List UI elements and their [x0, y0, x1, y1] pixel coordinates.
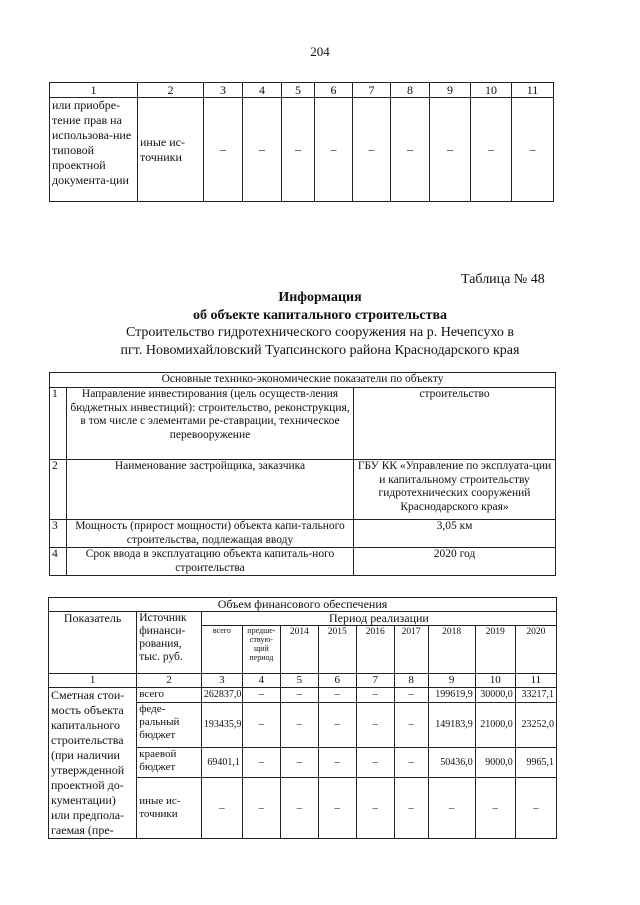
value-cell: –: [201, 778, 242, 839]
value-cell: –: [242, 778, 280, 839]
value-cell: –: [280, 688, 318, 703]
dash-cell: –: [512, 98, 554, 202]
indicator-cell: или приобре-тение прав на использова-ние типовой проектной документа-ции: [50, 98, 138, 202]
value-cell: –: [318, 688, 356, 703]
table-row: [50, 460, 556, 520]
indicator-description: Сметная стои-мость объекта капитального строительства (при наличии утвержденной проектной до-кументации) или предполa-гаемая (пре-: [49, 688, 137, 839]
value-cell: –: [356, 747, 394, 777]
table-number: Таблица № 48: [461, 272, 545, 287]
value-cell: –: [280, 778, 318, 839]
value-cell: –: [475, 778, 515, 839]
col-number: 8: [391, 83, 430, 98]
year-header: 2014: [280, 626, 318, 674]
col-number: 5: [282, 83, 315, 98]
col-number: 2: [137, 674, 202, 688]
source-cell: всего: [137, 688, 202, 703]
value-cell: –: [242, 703, 280, 748]
dash-cell: –: [391, 98, 430, 202]
value-cell: –: [515, 778, 556, 839]
value-cell: –: [394, 747, 428, 777]
indicators-header: Основные технико-экономические показатели по объекту: [50, 373, 556, 388]
value-cell: 23252,0: [515, 703, 556, 748]
value-cell: –: [428, 778, 475, 839]
indicators-table: [49, 372, 556, 576]
col-number: 11: [515, 674, 556, 688]
value-cell: –: [394, 778, 428, 839]
indicator-header: Показатель: [49, 612, 137, 674]
finance-table: [48, 597, 557, 839]
row-number: 1: [50, 388, 67, 460]
col-number: 1: [50, 83, 138, 98]
document-subtitle: об объекте капитального строительства: [192, 308, 448, 323]
value-cell: –: [280, 747, 318, 777]
year-header: 2017: [394, 626, 428, 674]
col-number: 8: [394, 674, 428, 688]
value-cell: 9000,0: [475, 747, 515, 777]
value-cell: 50436,0: [428, 747, 475, 777]
source-cell: иные ис-точники: [137, 778, 202, 839]
col-number: 10: [475, 674, 515, 688]
col-number: 7: [356, 674, 394, 688]
top-continuation-table: [49, 82, 554, 202]
dash-cell: –: [315, 98, 353, 202]
value-cell: –: [242, 688, 280, 703]
value-cell: 149183,9: [428, 703, 475, 748]
year-header: 2015: [318, 626, 356, 674]
col-number: 9: [430, 83, 471, 98]
indicator-value: 2020 год: [354, 548, 556, 576]
col-number: 11: [512, 83, 554, 98]
value-cell: 33217,1: [515, 688, 556, 703]
indicator-value: строительство: [354, 388, 556, 460]
value-cell: 199619,9: [428, 688, 475, 703]
value-cell: 193435,9: [201, 703, 242, 748]
col-number: 10: [471, 83, 512, 98]
finance-volume-header: Объем финансового обеспечения: [49, 598, 557, 612]
source-cell: иные ис-точники: [138, 98, 204, 202]
value-cell: 21000,0: [475, 703, 515, 748]
dash-cell: –: [243, 98, 282, 202]
col-number: 1: [49, 674, 137, 688]
col-number: 6: [318, 674, 356, 688]
value-cell: –: [318, 703, 356, 748]
value-cell: –: [356, 778, 394, 839]
year-header: 2019: [475, 626, 515, 674]
column-number-row: [49, 674, 557, 688]
total-subheader: всего: [201, 626, 242, 674]
value-cell: 262837,0: [201, 688, 242, 703]
page-number: 204: [310, 44, 330, 59]
source-cell: феде-ральный бюджет: [137, 703, 202, 748]
col-number: 9: [428, 674, 475, 688]
col-number: 3: [201, 674, 242, 688]
value-cell: 69401,1: [201, 747, 242, 777]
indicator-value: 3,05 км: [354, 520, 556, 548]
indicator-name: Наименование застройщика, заказчика: [67, 460, 354, 520]
year-header: 2020: [515, 626, 556, 674]
value-cell: –: [356, 688, 394, 703]
table-row: [50, 98, 554, 202]
indicators-header-row: [50, 373, 556, 388]
indicator-name: Направление инвестирования (цель осуществ-ления бюджетных инвестиций): строительство, реконструкция, в том числе с элементами ре-ставрации, техническое перевооружение: [67, 388, 354, 460]
finance-header-row: [49, 598, 557, 612]
row-number: 3: [50, 520, 67, 548]
source-cell: краевой бюджет: [137, 747, 202, 777]
column-number-row: [50, 83, 554, 98]
dash-cell: –: [204, 98, 243, 202]
col-number: 4: [242, 674, 280, 688]
value-cell: –: [280, 703, 318, 748]
row-number: 2: [50, 460, 67, 520]
col-number: 2: [138, 83, 204, 98]
col-number: 7: [353, 83, 391, 98]
source-header: Источник финанси-рования, тыс. руб.: [137, 612, 202, 674]
col-number: 6: [315, 83, 353, 98]
value-cell: 9965,1: [515, 747, 556, 777]
indicator-value: ГБУ КК «Управление по эксплуата-ции и капитальному строительству гидротехнических сооружений Краснодарского края»: [354, 460, 556, 520]
value-cell: –: [356, 703, 394, 748]
table-row: [50, 520, 556, 548]
table-row: [49, 688, 557, 703]
dash-cell: –: [430, 98, 471, 202]
table-row: [50, 548, 556, 576]
dash-cell: –: [282, 98, 315, 202]
document-title: Информация: [278, 290, 362, 305]
value-cell: –: [394, 688, 428, 703]
col-number: 5: [280, 674, 318, 688]
indicator-name: Мощность (прирост мощности) объекта капи-тального строительства, подлежащая вводу: [67, 520, 354, 548]
value-cell: –: [318, 778, 356, 839]
period-header: Период реализации: [201, 612, 556, 626]
finance-subheader-row: [49, 612, 557, 626]
indicator-name: Срок ввода в эксплуатацию объекта капиталь-ного строительства: [67, 548, 354, 576]
row-number: 4: [50, 548, 67, 576]
value-cell: –: [318, 747, 356, 777]
col-number: 3: [204, 83, 243, 98]
object-name-line1: Строительство гидротехнического сооружения на р. Нечепсухо в: [125, 325, 515, 340]
col-number: 4: [243, 83, 282, 98]
value-cell: 30000,0: [475, 688, 515, 703]
year-header: 2018: [428, 626, 475, 674]
table-row: [50, 388, 556, 460]
object-name-line2: пгт. Новомихайловский Туапсинского района Краснодарского края: [120, 343, 520, 358]
value-cell: –: [394, 703, 428, 748]
previous-period-subheader: предше-ствую-щий период: [242, 626, 280, 674]
dash-cell: –: [471, 98, 512, 202]
year-header: 2016: [356, 626, 394, 674]
dash-cell: –: [353, 98, 391, 202]
value-cell: –: [242, 747, 280, 777]
